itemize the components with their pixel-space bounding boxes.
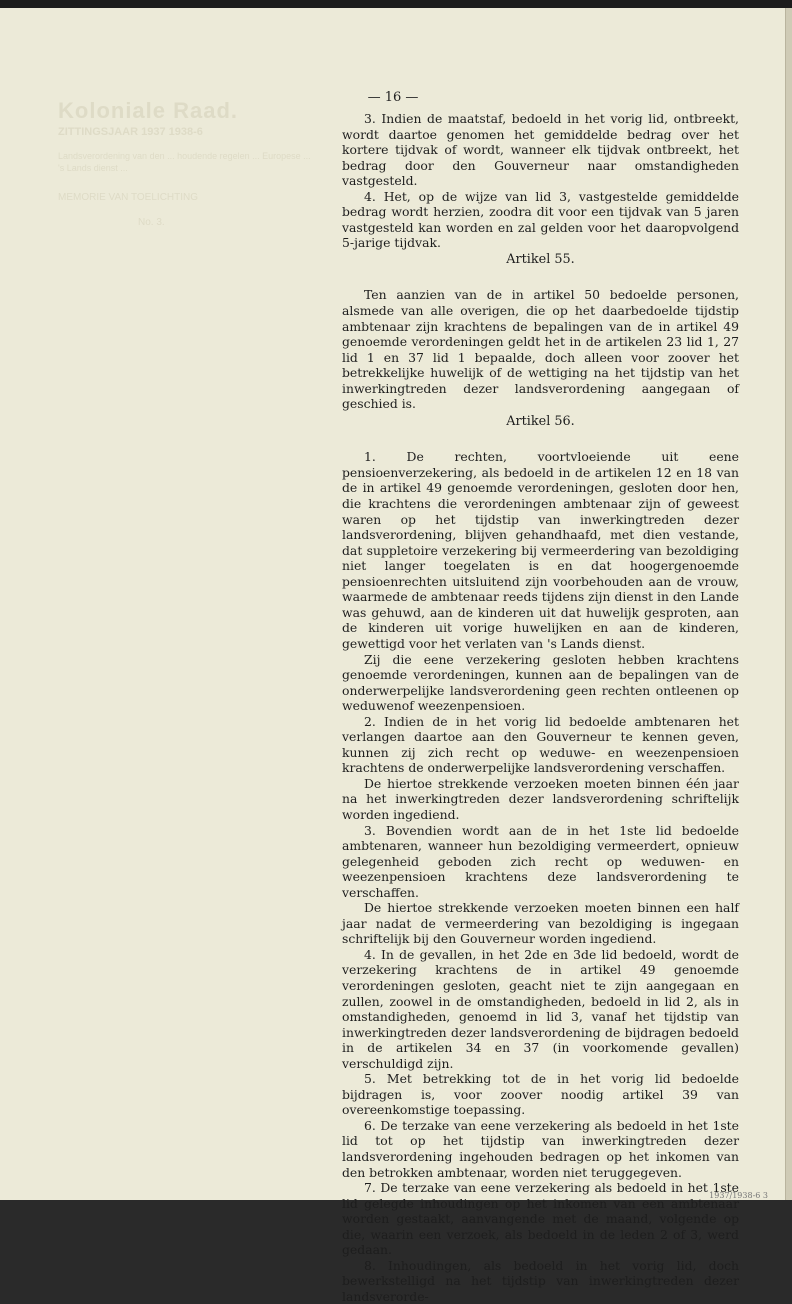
paragraph: Zij die eene verzekering gesloten hebben krachtens genoemde verordeningen, kunnen aan de bepalingen van de onderwerpelijke landsverordening geen rechten ontleenen op weduwenof weezenpensioen. [342,651,739,714]
article-heading: Artikel 55. [506,251,575,267]
paragraph: De hiertoe strekkende verzoeken moeten binnen één jaar na het inwerkingtreden dezer landsverordening schriftelijk worden ingediend. [342,775,739,822]
paragraph: 3. Bovendien wordt aan de in het 1ste lid bedoelde ambtenaren, wanneer hun bezoldiging vermeerdert, opnieuw gelegenheid geboden zich recht op weduwen- en weezenpensioen krachtens deze landsverordening te verschaffen. [342,822,739,900]
paragraph: 2. Indien de in het vorig lid bedoelde ambtenaren het verlangen daartoe aan den Gouverneur te kennen geven, kunnen zij zich recht op weduwe- en weezenpensioen krachtens de onderwerpelijke landsverordening verschaffen. [342,713,739,776]
footer-mark: 1937/1938-6 3 [709,1191,768,1200]
ghost-intro: Landsverordening van den ... houdende regelen ... Europese ... 's Lands dienst ... [58,151,311,173]
paragraph: 4. Het, op de wijze van lid 3, vastgestelde gemiddelde bedrag wordt herzien, zoodra dit voor een tijdvak van 5 jaren vastgesteld kan worden en zal gelden voor het daaropvolgend 5-jarige tijdvak. [342,188,739,251]
ghost-session: ZITTINGSJAAR 1937 1938-6 [58,126,203,138]
ghost-number: No. 3. [138,217,165,228]
paragraph: 1. De rechten, voortvloeiende uit eene pensioenverzekering, als bedoeld in de artikelen 12 en 18 van de in artikel 49 genoemde verordeningen, gesloten door hen, die krachtens die verordeningen ambtenaar zijn of geweest waren op het tijdstip van inwerkingtreden dezer landsverordening, blijven gehandhaafd, met dien vestande, dat suppletoire verzekering bij vermeerdering van bezoldiging niet langer toegelaten is en dat hoogergenoemde pensioenrechten uitsluitend zijn voorbehouden aan de vrouw, waarmede de ambtenaar reeds tijdens zijn dienst in den Lande was gehuwd, aan de kinderen uit dat huwelijk gesproten, aan de kinderen uit vorige huwelijken en aan de kinderen, gewettigd voor het verlaten van 's Lands dienst. [342,449,739,651]
page-number: — 16 — [367,90,419,105]
document-page [0,8,786,1304]
ghost-title: Koloniale Raad. [58,98,239,123]
document-body [342,111,739,1304]
paragraph: 6. De terzake van eene verzekering als bedoeld in het 1ste lid tot op het tijdstip van inwerkingtreden dezer landsverordening ingehouden bedragen op het inkomen van den betrokken ambtenaar, worden niet teruggegeven. [342,1117,739,1180]
page-edge [785,8,792,1200]
scan-border-top [0,0,792,8]
paragraph: De hiertoe strekkende verzoeken moeten binnen een half jaar nadat de vermeerdering van bezoldiging is ingegaan schriftelijk bij den Gouverneur worden ingediend. [342,900,739,947]
paragraph: 8. Inhoudingen, als bedoeld in het vorig lid, doch bewerkstelligd na het tijdstip van inwerkingtreden dezer landsverorde- [342,1257,739,1304]
paragraph: 4. In de gevallen, in het 2de en 3de lid bedoeld, wordt de verzekering krachtens de in artikel 49 genoemde verordeningen gesloten, geacht niet te zijn aangegaan en zullen, zoowel in de omstandigheden, bedoeld in lid 2, als in omstandigheden, genoemd in lid 3, vanaf het tijdstip van inwerkingtreden dezer landsverordening de bijdragen bedoeld in de artikelen 34 en 37 (in voorkomende gevallen) verschuldigd zijn. [342,946,739,1071]
ghost-memorie: MEMORIE VAN TOELICHTING [58,192,199,203]
paragraph: 5. Met betrekking tot de in het vorig lid bedoelde bijdragen is, voor zoover noodig artikel 39 van overeenkomstige toepassing. [342,1071,739,1118]
bleed-through-text [58,98,318,228]
article-heading: Artikel 56. [506,413,575,429]
paragraph: 3. Indien de maatstaf, bedoeld in het vorig lid, ontbreekt, wordt daartoe genomen het gemiddelde bedrag over het kortere tijdvak of wordt, wanneer elk tijdvak ontbreekt, het bedrag door den Gouverneur naar omstandigheden vastgesteld. [342,111,739,189]
paragraph: 7. De terzake van eene verzekering als bedoeld in het 1ste lid gelegde inhoudingen op het inkomen van een ambtenaar worden gestaakt, aanvangende met de maand, volgende op die, waarin een verzoek, als bedoeld in de leden 2 of 3, werd gedaan. [342,1180,739,1258]
paragraph: Ten aanzien van de in artikel 50 bedoelde personen, alsmede van alle overigen, die op het daarbedoelde tijdstip ambtenaar zijn krachtens de bepalingen van de in artikel 49 genoemde verordeningen geldt het in de artikelen 23 lid 1, 27 lid 1 en 37 lid 1 bepaalde, doch alleen voor zoover het betrekkelijke huwelijk of de wettiging na het tijdstip van het inwerkingtreden dezer landsverordening aangegaan of geschied is. [342,287,739,412]
